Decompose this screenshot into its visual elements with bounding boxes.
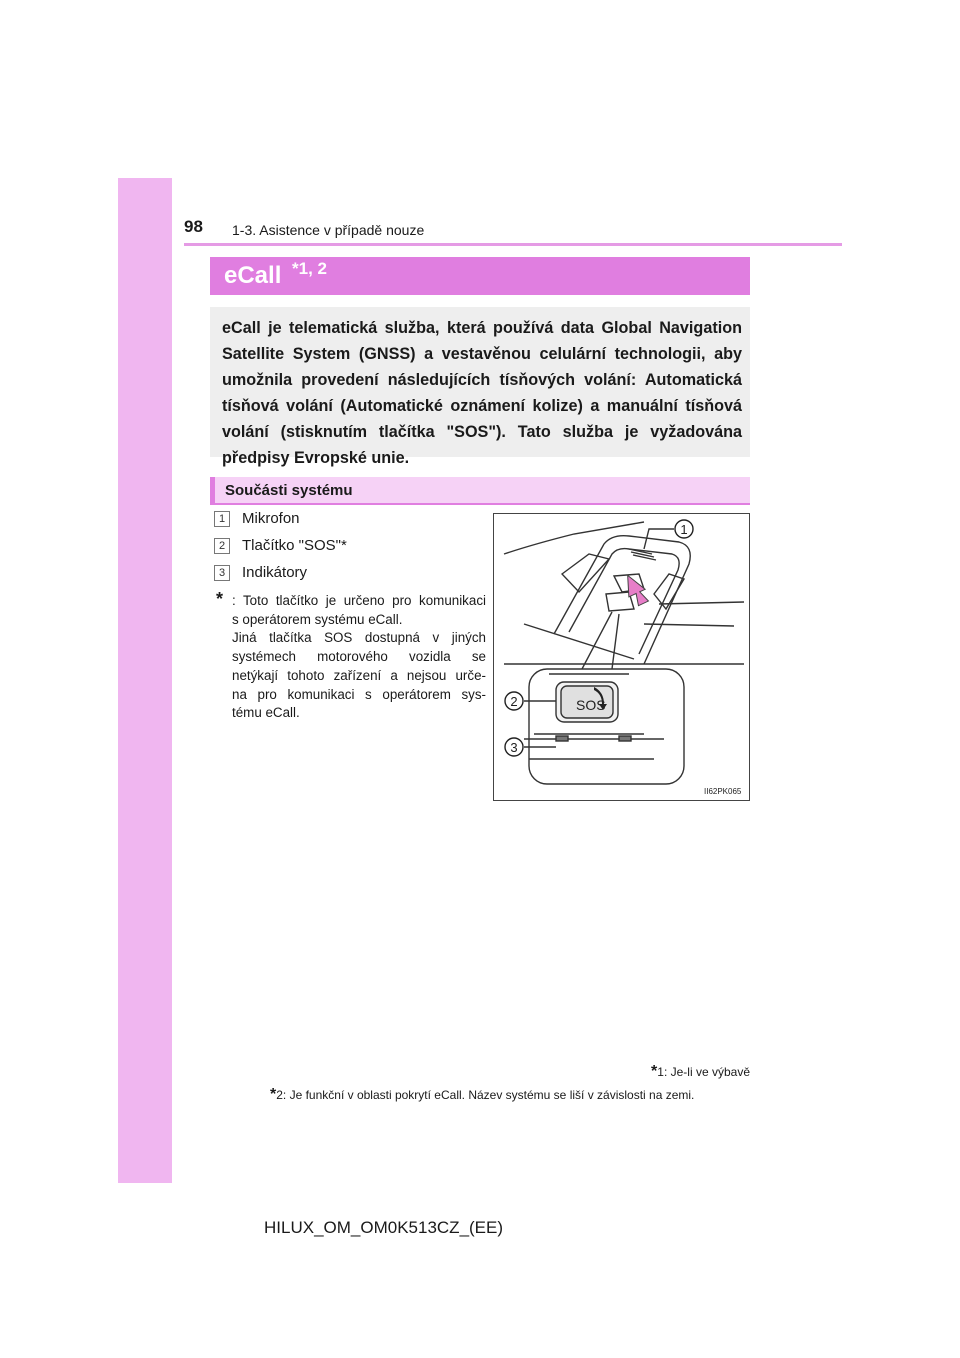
section-title: 1-3. Asistence v případě nouze (232, 222, 425, 238)
sos-button-label: SOS (576, 697, 606, 713)
side-tab (118, 178, 172, 1183)
note-line: Jiná tlačítka SOS dostupná v jiných (232, 630, 486, 646)
note-line: tému eCall. (232, 705, 300, 721)
intro-line: tísňová volání (Automatické oznámení kolize) a manuální tísňová (222, 397, 742, 415)
note-line: netýkají tohoto zařízení a nejsou urče- (232, 667, 486, 683)
page-title: eCall (224, 262, 282, 289)
document-id: HILUX_OM_OM0K513CZ_(EE) (264, 1218, 504, 1237)
sos-note (216, 589, 486, 723)
header-rule (184, 243, 842, 246)
note-asterisk: * (216, 589, 224, 609)
subsection-bar (210, 477, 750, 505)
press-arrow-icon (620, 571, 650, 608)
callout-2: 2 (510, 694, 518, 709)
item-number: 2 (214, 538, 230, 554)
item-number: 3 (214, 565, 230, 581)
item-label: Mikrofon (242, 510, 300, 527)
page-number: 98 (184, 217, 203, 236)
footnote-1: *1: Je-li ve výbavě (651, 1063, 750, 1080)
intro-line: eCall je telematická služba, která používá data Global Navigation (222, 319, 742, 337)
illustration-code: II62PK065 (704, 787, 742, 796)
overhead-console-illustration (493, 513, 750, 801)
console-drawing (494, 514, 749, 800)
intro-line: umožnila provedení následujících tísňových volání: Automatická (222, 371, 742, 389)
callout-3: 3 (510, 740, 518, 755)
note-line: : Toto tlačítko je určeno pro komunikaci (232, 593, 486, 608)
note-line: systémech motorového vozidla se (232, 649, 486, 665)
item-number: 1 (214, 511, 230, 527)
item-label: Indikátory (242, 564, 308, 581)
intro-line: volání (stisknutím tlačítka "SOS"). Tato služba je vyžadována (222, 423, 742, 441)
title-superscript: *1, 2 (292, 259, 327, 278)
subsection-title: Součásti systému (225, 482, 353, 499)
callout-1: 1 (680, 522, 688, 537)
intro-line: předpisy Evropské unie. (222, 449, 410, 467)
title-bar (210, 257, 750, 295)
intro-line: Satellite System (GNSS) a vestavěnou celulární technologii, aby (222, 345, 742, 363)
item-label: Tlačítko "SOS"* (242, 537, 347, 554)
intro-box (210, 307, 750, 467)
note-line: s operátorem systému eCall. (232, 611, 403, 627)
footnote-2: *2: Je funkční v oblasti pokrytí eCall. Název systému se liší v závislosti na zemi. (270, 1086, 695, 1103)
note-line: na pro komunikaci s operátorem sys- (232, 686, 486, 702)
